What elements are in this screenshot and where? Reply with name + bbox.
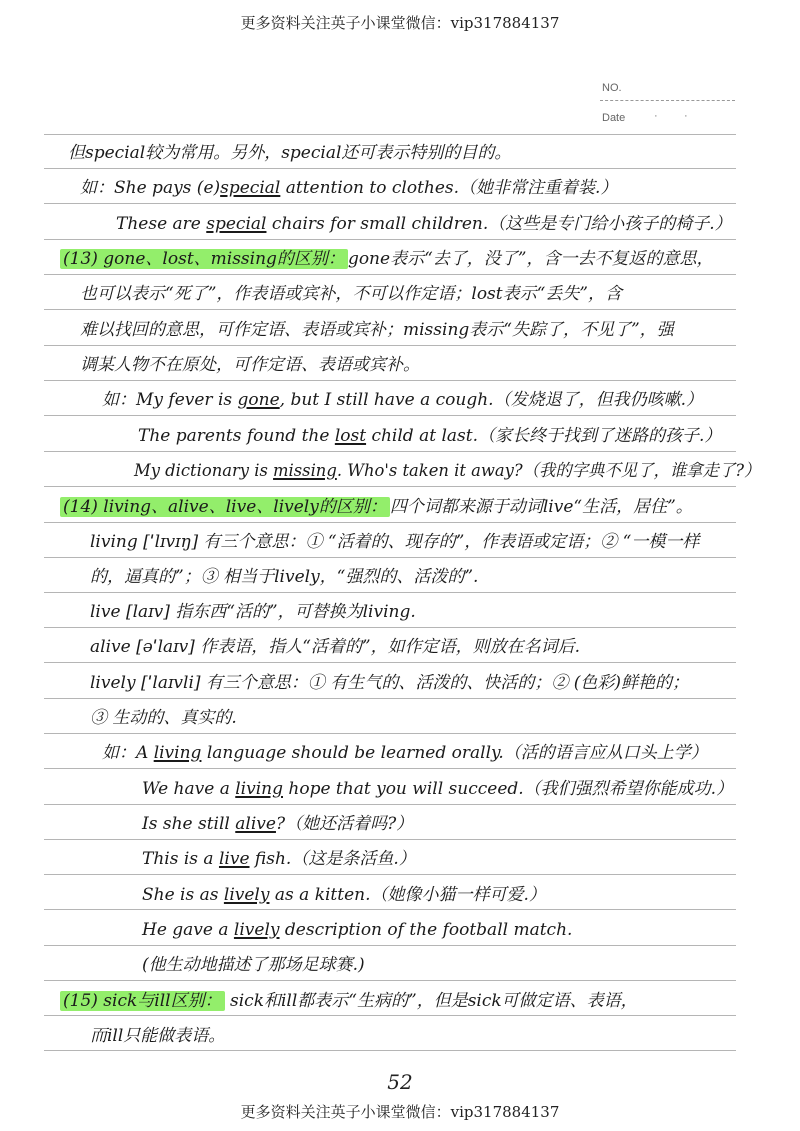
page-number: 52 — [387, 1070, 413, 1094]
rule — [44, 415, 736, 416]
example-sentence: Is she still alive?（她还活着吗?） — [142, 814, 414, 834]
note-line — [0, 275, 800, 309]
note-line — [0, 311, 800, 345]
underlined-word: special — [220, 178, 281, 198]
note-text: 但special较为常用。另外，special还可表示特别的目的。 — [68, 143, 512, 163]
example-sentence: He gave a lively description of the football match. — [142, 920, 573, 940]
note-line — [0, 134, 800, 168]
note-line — [0, 1017, 800, 1051]
date-label: Date — [602, 112, 626, 124]
note-text: 而ill只能做表语。 — [90, 1026, 226, 1046]
section-heading-13: (13) gone、lost、missing的区别： gone表示“去了，没了”，含一去不复返的意思， — [60, 248, 713, 270]
underlined-word: gone — [237, 390, 280, 410]
underlined-word: missing — [273, 461, 337, 481]
note-line — [0, 488, 800, 522]
note-line — [0, 876, 800, 910]
note-line — [0, 734, 800, 768]
note-line — [0, 911, 800, 945]
rule — [44, 874, 736, 875]
note-line — [0, 346, 800, 380]
example-sentence: This is a live fish.（这是条活鱼.） — [142, 849, 416, 869]
example-sentence: These are special chairs for small children.（这些是专门给小孩子的椅子.） — [116, 214, 732, 234]
rule — [44, 662, 736, 663]
note-line — [0, 523, 800, 557]
note-line — [0, 805, 800, 839]
date-dot-1: · — [654, 110, 658, 122]
note-text: 的，逼真的”；③ 相当于lively，“强烈的、活泼的”. — [90, 567, 479, 587]
example-sentence: We have a living hope that you will succeed.（我们强烈希望你能成功.） — [142, 779, 734, 799]
example-sentence: My dictionary is missing. Who's taken it away?（我的字典不见了，谁拿走了?） — [134, 461, 761, 481]
section-heading-15: (15) sick与ill区别： sick和ill都表示“生病的”，但是sick可做定语、表语， — [60, 990, 638, 1012]
note-line — [0, 699, 800, 733]
example-sentence: The parents found the lost child at last.（家长终于找到了迷路的孩子.） — [138, 426, 722, 446]
underlined-word: alive — [235, 814, 276, 834]
underlined-word: living — [153, 743, 202, 763]
note-line — [0, 169, 800, 203]
note-text: lively [ˈlaɪvli] 有三个意思：① 有生气的、活泼的、快活的；② (色彩)鲜艳的； — [90, 673, 690, 693]
note-text: live [laɪv] 指东西“活的”，可替换为living. — [90, 602, 416, 622]
date-dot-2: · — [684, 110, 688, 122]
note-text: alive [əˈlaɪv] 作表语，指人“活着的”，如作定语，则放在名词后. — [90, 637, 581, 657]
note-text: ③ 生动的、真实的. — [90, 708, 237, 728]
highlight: (15) sick与ill区别： — [60, 991, 225, 1011]
note-line — [0, 205, 800, 239]
underlined-word: lively — [223, 885, 270, 905]
no-label: NO. — [602, 82, 622, 94]
example-translation: (他生动地描述了那场足球赛.) — [142, 955, 365, 975]
note-line — [0, 381, 800, 415]
bottom-banner: 更多资料关注英子小课堂微信：vip317884137 — [240, 1103, 560, 1121]
section-heading-14: (14) living、alive、live、lively的区别： 四个词都来源于动词live“生活，居住”。 — [60, 496, 693, 518]
note-text: 调某人物不在原处，可作定语、表语或宾补。 — [80, 355, 420, 375]
example-sentence: 如：My fever is gone, but I still have a cough.（发烧退了，但我仍咳嗽.） — [102, 390, 703, 410]
note-line — [0, 628, 800, 662]
highlight: (13) gone、lost、missing的区别： — [60, 249, 348, 269]
note-line — [0, 946, 800, 980]
note-line — [0, 840, 800, 874]
note-text: 也可以表示“死了”，作表语或宾补，不可以作定语；lost表示“丢失”，含 — [80, 284, 622, 304]
note-line — [0, 558, 800, 592]
underlined-word: live — [218, 849, 250, 869]
note-text: 难以找回的意思，可作定语、表语或宾补；missing表示“失踪了，不见了”，强 — [80, 320, 674, 340]
underlined-word: lively — [233, 920, 280, 940]
rule — [44, 768, 736, 769]
note-line — [0, 593, 800, 627]
note-line — [0, 240, 800, 274]
top-banner: 更多资料关注英子小课堂微信：vip317884137 — [240, 14, 560, 32]
rule — [44, 203, 736, 204]
no-dash-line — [600, 100, 735, 101]
underlined-word: special — [206, 214, 267, 234]
note-line — [0, 982, 800, 1016]
rule — [44, 309, 736, 310]
note-line — [0, 664, 800, 698]
rule — [44, 486, 736, 487]
note-text: living [ˈlɪvɪŋ] 有三个意思：① “活着的、现存的”，作表语或定语；② “一模一样 — [90, 532, 700, 552]
underlined-word: living — [235, 779, 283, 799]
note-line — [0, 452, 800, 486]
example-sentence: 如：She pays (e)special attention to clothes.（她非常注重着装.） — [80, 178, 618, 198]
note-line — [0, 417, 800, 451]
highlight: (14) living、alive、live、lively的区别： — [60, 497, 390, 517]
rule — [44, 980, 736, 981]
note-line — [0, 770, 800, 804]
example-sentence: She is as lively as a kitten.（她像小猫一样可爱.） — [142, 885, 546, 905]
underlined-word: lost — [334, 426, 367, 446]
example-sentence: 如：A living language should be learned orally.（活的语言应从口头上学） — [102, 743, 708, 763]
